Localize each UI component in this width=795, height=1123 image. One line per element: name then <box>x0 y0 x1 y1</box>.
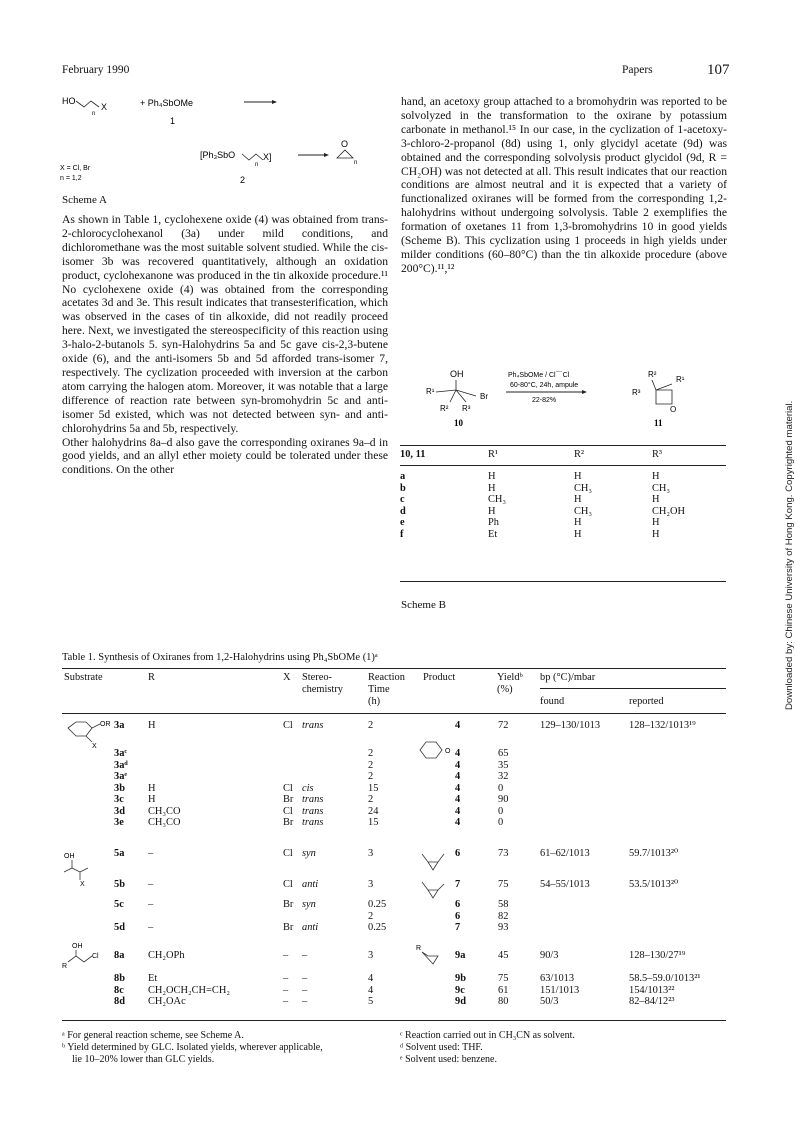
cell-bp-reported: 59.7/1013²⁰ <box>629 848 679 859</box>
cell-product: 4 <box>455 759 461 771</box>
svg-text:R³: R³ <box>632 388 641 397</box>
footnote-b: ᵇ Yield determined by GLC. Isolated yields, wherever applicable, <box>62 1042 323 1053</box>
svg-text:R²: R² <box>648 370 657 379</box>
cell-r: CH₂OCH₂CH=CH₂ <box>148 984 230 996</box>
cell-product: 4 <box>455 805 461 817</box>
scheme-b-cell: H <box>652 528 660 540</box>
cell-yield: 32 <box>498 771 509 782</box>
th-substrate: Substrate <box>64 672 103 683</box>
scheme-b-cond-1: Ph₄SbOMe / Cl⌒Cl <box>508 372 570 379</box>
cell-stereo: – <box>302 996 308 1007</box>
cell-time: 0.25 <box>368 922 387 933</box>
cell-r: Et <box>148 973 158 984</box>
scheme-b-cell: CH₃ <box>574 505 593 517</box>
cell-time: 15 <box>368 782 379 794</box>
cell-x: – <box>283 950 289 961</box>
cell-substrate: 8d <box>114 996 125 1007</box>
cell-r: H <box>148 782 156 794</box>
scheme-b-rule-mid <box>400 465 726 466</box>
footnote-a: ᵃ For general reaction scheme, see Scheme A. <box>62 1030 244 1041</box>
table1-footnotes-left <box>62 1030 402 1066</box>
cell-product: 6 <box>455 848 461 859</box>
cell-bp-found: 90/3 <box>540 950 559 961</box>
svg-text:O: O <box>670 405 677 414</box>
cell-substrate: 3aᵉ <box>114 771 128 782</box>
cell-time: 4 <box>368 973 374 984</box>
cell-substrate: 5a <box>114 848 125 859</box>
scheme-b-cell: H <box>574 517 582 528</box>
cell-time: 2 <box>368 720 374 731</box>
cell-bp-reported: 128–132/1013¹⁹ <box>629 720 696 731</box>
scheme-b-header-r3: R³ <box>652 449 663 460</box>
left-paragraph-1: As shown in Table 1, cyclohexene oxide (4) was obtained from trans-2-chlorocyclohexanol (3a) under mild conditions, and dichloromethane was the most suitable solvent studied. While the cis-isomer 3b was recovered quantitatively, although an oxidation product, cyclohexanone was produced in the tin alkoxide procedure.¹¹ No cyclohexene oxide (4) was obtained from the corresponding acetates 3d and 3e. This result indicates that transesterification, which was observed in the cases of tin alkoxide, did not readily proceed here. Next, we investigated the stereospecificity of this reaction using 3-halo-2-butanols 5. syn-Halohydrins 5a and 5c gave cis-2,3-butene oxide (6), and the anti-isomers 5b and 5d afforded trans-isomer 7, respectively. The cyclization proceeded with inversion at the carbon atom carrying the halogen atom. Moreover, it was notable that a large difference of reaction rate between syn-bromohydrin 5c and anti-isomer 5d existed, which was not detected between syn- and anti-chlorohydrins 5a and 5b, respectively. <box>62 213 388 435</box>
scheme-b-cell: H <box>488 505 496 517</box>
cell-r: – <box>148 879 154 890</box>
cell-x: Cl <box>283 805 293 817</box>
scheme-b-cell: H <box>652 517 660 528</box>
table1-rule-bottom <box>62 1020 726 1021</box>
cell-x: Br <box>283 817 294 828</box>
cell-r: CH₂OAc <box>148 996 186 1007</box>
cell-bp-reported: 82–84/12²³ <box>629 996 675 1007</box>
cell-product: 4 <box>455 720 461 731</box>
cell-stereo: anti <box>302 879 319 890</box>
scheme-b-cell: H <box>488 482 496 494</box>
cell-r: – <box>148 922 154 933</box>
scheme-b-cell: H <box>574 471 582 482</box>
svg-text:X]: X] <box>263 152 272 162</box>
cell-bp-reported: 128–130/27¹⁹ <box>629 950 686 961</box>
cell-stereo: trans <box>302 817 324 828</box>
scheme-b-row-label: b <box>400 482 406 494</box>
cell-time: 2 <box>368 771 374 782</box>
th-time-3: (h) <box>368 696 381 707</box>
cell-substrate: 5c <box>114 899 124 910</box>
journal-section: Papers <box>622 64 653 76</box>
cell-yield: 80 <box>498 996 509 1007</box>
cell-r: CH₃CO <box>148 805 181 817</box>
svg-text:OH: OH <box>72 943 83 950</box>
cell-time: 15 <box>368 817 379 828</box>
th-stereo: Stereo- <box>302 672 333 683</box>
download-watermark: Downloaded by: Chinese University of Hong Kong. Copyrighted material. <box>784 400 795 710</box>
cell-x: Br <box>283 899 294 910</box>
cell-product: 4 <box>455 794 461 805</box>
cell-substrate: 3b <box>114 782 125 794</box>
cell-yield: 75 <box>498 973 509 984</box>
cell-substrate: 8c <box>114 984 124 996</box>
footnote-b-cont: lie 10–20% lower than GLC yields. <box>62 1054 215 1065</box>
cell-stereo: syn <box>302 848 316 859</box>
cell-yield: 73 <box>498 848 509 859</box>
cell-r: – <box>148 848 154 859</box>
scheme-b-cell: CH₃ <box>652 482 671 494</box>
cell-product: 9c <box>455 984 465 996</box>
svg-text:X: X <box>92 743 97 748</box>
cell-product: 7 <box>455 922 461 933</box>
cell-substrate: 5d <box>114 922 125 933</box>
cell-product: 4 <box>455 748 461 759</box>
table1-footnotes-right <box>400 1030 730 1066</box>
cell-product: 9b <box>455 973 466 984</box>
cell-stereo: syn <box>302 899 316 910</box>
footnote-e: ᵉ Solvent used: benzene. <box>400 1054 497 1065</box>
th-r: R <box>148 672 155 683</box>
cell-x: – <box>283 996 289 1007</box>
svg-text:n: n <box>92 111 96 117</box>
cell-substrate: 3d <box>114 805 125 817</box>
cell-time: 24 <box>368 805 379 817</box>
scheme-b-row-label: d <box>400 505 406 517</box>
scheme-b-cell: CH₃ <box>488 494 507 505</box>
cell-r: H <box>148 720 156 731</box>
page-number: 107 <box>707 62 730 78</box>
cell-time: 2 <box>368 759 374 771</box>
scheme-b-sm-num: 10 <box>454 418 463 428</box>
cell-yield: 82 <box>498 910 509 922</box>
cell-time: 0.25 <box>368 899 387 910</box>
svg-text:O: O <box>341 139 349 149</box>
cell-stereo: anti <box>302 922 319 933</box>
cell-yield: 90 <box>498 794 509 805</box>
table1-rule-top <box>62 668 726 669</box>
cell-bp-reported: 154/1013²² <box>629 984 675 996</box>
cell-bp-found: 129–130/1013 <box>540 720 601 731</box>
th-bp: bp (°C)/mbar <box>540 672 596 683</box>
scheme-a-label: Scheme A <box>62 194 107 206</box>
svg-text:R¹: R¹ <box>676 375 685 384</box>
right-paragraph: hand, an acetoxy group attached to a bromohydrin was reported to be solvolyzed in the transformation to the oxirane by potassium carbonate in methanol.¹⁵ In our case, in the cyclization of 1-acetoxy-3-chloro-2-propanol (8d) using 1, only glycidyl acetate (9d) was obtained and the corresponding solvolysis product glycidol (9d, R = CH₂OH) was not detected at all. This result indicates that our reaction conditions are almost neutral and it is expected that a variety of functionalized oxiranes will be formed from the corresponding 1,2-halohydrins without undergoing solvolysis. Table 2 exemplifies the formation of oxetanes 11 from 1,3-bromohydrins 10 in good yields (Scheme B). This cyclization using 1 proceeds in high yields under milder conditions (60–80°C) than the tin alkoxide procedure (above 200°C).¹¹,¹² <box>401 95 727 275</box>
cell-time: 3 <box>368 950 374 961</box>
svg-text:n = 1,2: n = 1,2 <box>60 175 82 182</box>
cell-time: 4 <box>368 984 374 996</box>
scheme-b-header-compound: 10, 11 <box>400 449 426 460</box>
cell-product: 9d <box>455 996 466 1007</box>
cell-bp-reported: 58.5–59.0/1013²¹ <box>629 973 701 984</box>
cell-x: Cl <box>283 720 293 731</box>
svg-text:OH: OH <box>450 369 464 379</box>
scheme-b-cell: H <box>652 471 660 482</box>
cell-r: – <box>148 899 154 910</box>
table1-title: Table 1. Synthesis of Oxiranes from 1,2-Halohydrins using Ph₄SbOMe (1)ᵃ <box>62 652 378 663</box>
svg-text:X: X <box>80 881 85 888</box>
cell-time: 2 <box>368 910 374 922</box>
cell-x: Br <box>283 922 294 933</box>
svg-text:R: R <box>416 945 422 952</box>
cell-substrate: 3aᵈ <box>114 759 128 771</box>
cell-time: 2 <box>368 794 374 805</box>
cell-product: 6 <box>455 899 461 910</box>
footnote-d: ᵈ Solvent used: THF. <box>400 1042 483 1053</box>
cell-product: 7 <box>455 879 461 890</box>
cell-time: 5 <box>368 996 374 1007</box>
svg-text:Br: Br <box>480 392 488 401</box>
cell-substrate: 3e <box>114 817 124 828</box>
scheme-b-rule-top <box>400 445 726 446</box>
scheme-a-graphic <box>58 88 388 198</box>
svg-text:X: X <box>101 102 108 112</box>
svg-text:[Ph₃SbO: [Ph₃SbO <box>200 150 236 160</box>
th-yield: Yieldᵇ <box>497 672 523 683</box>
cell-time: 2 <box>368 748 374 759</box>
svg-text:R³: R³ <box>462 404 471 413</box>
cell-substrate: 8a <box>114 950 125 961</box>
cell-bp-found: 61–62/1013 <box>540 848 590 859</box>
scheme-b-cell: Et <box>488 528 498 540</box>
cell-bp-found: 54–55/1013 <box>540 879 590 890</box>
table1-bp-rule <box>540 688 726 689</box>
scheme-b-header-r2: R² <box>574 449 585 460</box>
cell-x: Cl <box>283 848 293 859</box>
cell-substrate: 8b <box>114 973 125 984</box>
scheme-b-table <box>400 449 726 579</box>
scheme-b-cond-3: 22-82% <box>532 397 557 404</box>
cell-yield: 45 <box>498 950 509 961</box>
cell-x: – <box>283 973 289 984</box>
scheme-b-prod-num: 11 <box>654 418 663 428</box>
cell-product: 4 <box>455 771 461 782</box>
cell-stereo: trans <box>302 720 324 731</box>
cell-r: H <box>148 794 156 805</box>
th-yield-2: (%) <box>497 684 513 695</box>
cell-time: 3 <box>368 848 374 859</box>
cell-x: Br <box>283 794 294 805</box>
table1-body <box>62 718 726 1018</box>
cell-x: Cl <box>283 782 293 794</box>
th-time: Reaction <box>368 672 405 683</box>
cell-time: 3 <box>368 879 374 890</box>
scheme-b-cell: H <box>652 494 660 505</box>
cell-substrate: 3a <box>114 720 125 731</box>
cell-r: CH₂OPh <box>148 950 185 961</box>
cell-r: CH₃CO <box>148 817 181 828</box>
cell-yield: 0 <box>498 805 504 817</box>
scheme-b-cell: Ph <box>488 517 499 528</box>
scheme-b-row-label: c <box>400 494 405 505</box>
cell-yield: 61 <box>498 984 509 996</box>
cell-bp-reported: 53.5/1013²⁰ <box>629 879 679 890</box>
scheme-a-structures <box>58 88 388 198</box>
svg-text:Cl: Cl <box>92 953 99 960</box>
svg-text:R: R <box>62 963 68 970</box>
cell-substrate: 3c <box>114 794 124 805</box>
left-column <box>62 213 388 477</box>
th-product: Product <box>423 672 456 683</box>
cell-x: – <box>283 984 289 996</box>
cell-yield: 72 <box>498 720 509 731</box>
running-date: February 1990 <box>62 64 130 76</box>
scheme-b-cell: CH₂OH <box>652 505 686 517</box>
cell-substrate: 3aᶜ <box>114 748 128 759</box>
scheme-b-cell: CH₃ <box>574 482 593 494</box>
cell-product: 9a <box>455 950 466 961</box>
cell-yield: 58 <box>498 899 509 910</box>
scheme-b-structures <box>400 368 730 438</box>
cell-stereo: – <box>302 973 308 984</box>
scheme-b-cond-2: 60-80°C, 24h, ampule <box>510 382 579 389</box>
th-time-2: Time <box>368 684 390 695</box>
cell-stereo: – <box>302 950 308 961</box>
cell-product: 6 <box>455 910 461 922</box>
cell-yield: 0 <box>498 782 504 794</box>
svg-text:R¹: R¹ <box>426 387 435 396</box>
scheme-a-reagent: + Ph₄SbOMe <box>140 98 193 108</box>
cell-yield: 65 <box>498 748 509 759</box>
right-column <box>401 95 727 276</box>
th-stereo-2: chemistry <box>302 684 343 695</box>
svg-text:O: O <box>445 748 451 755</box>
scheme-b-header-r1: R¹ <box>488 449 499 460</box>
th-found: found <box>540 696 565 707</box>
svg-text:n: n <box>354 160 358 166</box>
svg-text:n: n <box>255 162 259 168</box>
cell-yield: 0 <box>498 817 504 828</box>
cell-stereo: cis <box>302 782 314 794</box>
th-x: X <box>283 672 291 683</box>
scheme-b-rule-bottom <box>400 581 726 582</box>
svg-text:2: 2 <box>240 175 246 185</box>
cell-product: 4 <box>455 817 461 828</box>
cell-x: Cl <box>283 879 293 890</box>
cell-substrate: 5b <box>114 879 125 890</box>
scheme-b-cell: H <box>574 528 582 540</box>
svg-text:OR: OR <box>100 721 111 728</box>
scheme-b-cell: H <box>488 471 496 482</box>
svg-text:R²: R² <box>440 404 449 413</box>
left-paragraph-2: Other halohydrins 8a–d also gave the corresponding oxiranes 9a–d in good yields, and an allyl ether moiety could be tolerated under these conditions. On the other <box>62 435 388 477</box>
cell-yield: 35 <box>498 759 509 771</box>
scheme-b-row-label: e <box>400 517 405 528</box>
cell-stereo: trans <box>302 794 324 805</box>
cell-bp-found: 63/1013 <box>540 973 575 984</box>
th-reported: reported <box>629 696 664 707</box>
scheme-b-label: Scheme B <box>401 599 446 611</box>
scheme-b-row-label: f <box>400 528 404 540</box>
scheme-b-graphic <box>400 368 730 438</box>
svg-text:X = Cl, Br: X = Cl, Br <box>60 165 91 172</box>
cell-product: 4 <box>455 782 461 794</box>
scheme-b-row-label: a <box>400 471 406 482</box>
table1-rule-mid <box>62 713 726 714</box>
svg-text:HO: HO <box>62 96 76 106</box>
cell-yield: 93 <box>498 922 509 933</box>
cell-stereo: – <box>302 984 308 996</box>
cell-bp-found: 50/3 <box>540 996 559 1007</box>
cell-stereo: trans <box>302 805 324 817</box>
cell-bp-found: 151/1013 <box>540 984 580 996</box>
svg-text:1: 1 <box>170 116 176 126</box>
table1-header <box>62 672 726 722</box>
svg-text:OH: OH <box>64 853 75 860</box>
footnote-c: ᶜ Reaction carried out in CH₃CN as solvent. <box>400 1030 575 1041</box>
scheme-b-cell: H <box>574 494 582 505</box>
cell-yield: 75 <box>498 879 509 890</box>
